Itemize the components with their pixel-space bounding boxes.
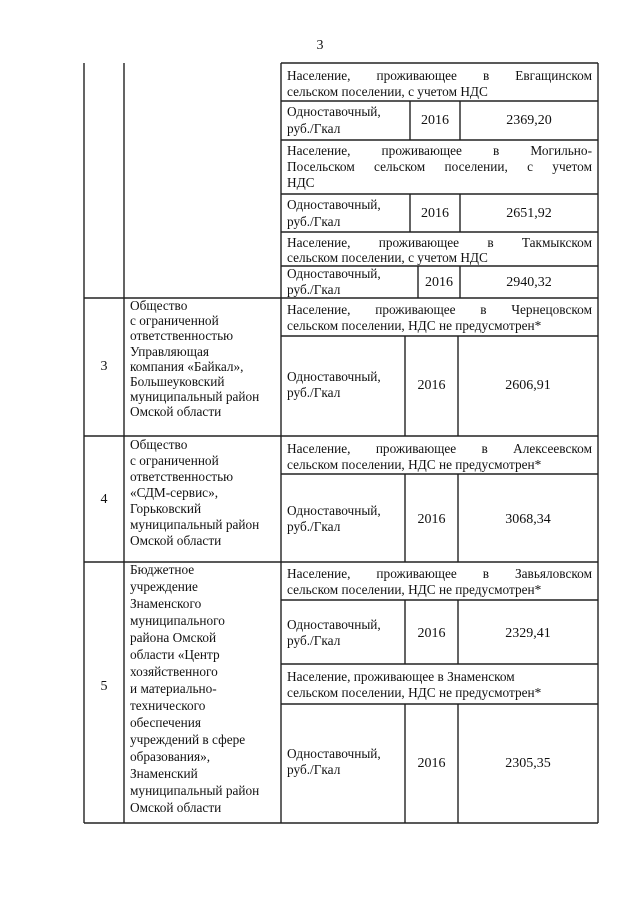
population-text: сельском поселении, НДС не предусмотрен* bbox=[287, 685, 542, 700]
tariff-type: Одноставочный, bbox=[287, 617, 381, 632]
population-text: Население, проживающее в Завьяловском bbox=[287, 566, 592, 581]
tariff-unit: руб./Гкал bbox=[287, 633, 341, 648]
population-text: Население, проживающее в Алексеевском bbox=[287, 441, 592, 456]
organization-line: ответственностью bbox=[130, 328, 234, 343]
tariff-year: 2016 bbox=[417, 626, 446, 641]
tariff-type: Одноставочный, bbox=[287, 266, 381, 281]
tariff-unit: руб./Гкал bbox=[287, 282, 341, 297]
population-text: Население, проживающее в Знаменском bbox=[287, 669, 515, 684]
tariff-type: Одноставочный, bbox=[287, 104, 381, 119]
organization-line: образования», bbox=[130, 749, 211, 764]
organization-line: района Омской bbox=[130, 630, 217, 645]
population-text: сельском поселении, НДС не предусмотрен* bbox=[287, 582, 542, 597]
tariff-unit: руб./Гкал bbox=[287, 385, 341, 400]
organization-line: «СДМ-сервис», bbox=[130, 485, 219, 500]
organization-line: компания «Байкал», bbox=[130, 359, 244, 374]
organization-line: муниципальный район bbox=[130, 389, 260, 404]
tariff-unit: руб./Гкал bbox=[287, 519, 341, 534]
organization-line: с ограниченной bbox=[130, 313, 219, 328]
organization-line: Горьковский bbox=[130, 501, 202, 516]
tariff-year: 2016 bbox=[425, 275, 453, 290]
population-text: Население, проживающее в Могильно- bbox=[287, 143, 592, 158]
organization-line: и материально- bbox=[130, 681, 217, 696]
population-text: Население, проживающее в Евгащинском bbox=[287, 68, 592, 83]
tariff-unit: руб./Гкал bbox=[287, 121, 341, 136]
population-text: сельском поселении, с учетом НДС bbox=[287, 84, 488, 99]
tariff-unit: руб./Гкал bbox=[287, 762, 341, 777]
tariff-value: 2940,32 bbox=[506, 275, 552, 290]
tariff-type: Одноставочный, bbox=[287, 369, 381, 384]
organization-line: Знаменский bbox=[130, 766, 198, 781]
tariff-type: Одноставочный, bbox=[287, 503, 381, 518]
tariff-unit: руб./Гкал bbox=[287, 214, 341, 229]
row-number: 3 bbox=[100, 359, 108, 374]
row-number: 5 bbox=[100, 679, 108, 694]
organization-line: Омской области bbox=[130, 404, 222, 419]
organization-line: технического bbox=[130, 698, 206, 713]
tariff-value: 2606,91 bbox=[505, 378, 551, 393]
population-text: Население, проживающее в Такмыкском bbox=[287, 235, 592, 250]
population-text: Население, проживающее в Чернецовском bbox=[287, 302, 592, 317]
organization-line: области «Центр bbox=[130, 647, 220, 662]
organization-line: учреждений в сфере bbox=[130, 732, 246, 747]
tariff-value: 2369,20 bbox=[506, 113, 552, 128]
tariff-value: 2329,41 bbox=[505, 626, 551, 641]
population-text: сельском поселении, НДС не предусмотрен* bbox=[287, 457, 542, 472]
tariff-year: 2016 bbox=[417, 512, 446, 527]
organization-line: муниципальный район bbox=[130, 783, 260, 798]
organization-line: Омской области bbox=[130, 800, 222, 815]
organization-line: Омской области bbox=[130, 533, 222, 548]
row-number: 4 bbox=[100, 492, 108, 507]
organization-line: Большеуковский bbox=[130, 374, 225, 389]
tariff-year: 2016 bbox=[421, 206, 449, 221]
tariff-year: 2016 bbox=[417, 756, 446, 771]
tariff-year: 2016 bbox=[417, 378, 446, 393]
organization-line: Знаменского bbox=[130, 596, 202, 611]
tariff-value: 3068,34 bbox=[505, 512, 551, 527]
population-text: сельском поселении, НДС не предусмотрен* bbox=[287, 318, 542, 333]
organization-line: обеспечения bbox=[130, 715, 201, 730]
population-text: сельском поселении, с учетом НДС bbox=[287, 250, 488, 265]
tariff-year: 2016 bbox=[421, 113, 449, 128]
organization-line: с ограниченной bbox=[130, 453, 219, 468]
organization-line: хозяйственного bbox=[130, 664, 218, 679]
page-number: 3 bbox=[316, 38, 324, 53]
organization-line: Управляющая bbox=[130, 344, 209, 359]
organization-line: муниципального bbox=[130, 613, 225, 628]
tariff-value: 2305,35 bbox=[505, 756, 551, 771]
population-text: НДС bbox=[287, 175, 315, 190]
tariff-type: Одноставочный, bbox=[287, 746, 381, 761]
organization-line: Общество bbox=[130, 298, 188, 313]
tariff-type: Одноставочный, bbox=[287, 197, 381, 212]
organization-line: учреждение bbox=[130, 579, 198, 594]
organization-line: муниципальный район bbox=[130, 517, 260, 532]
organization-line: Общество bbox=[130, 437, 188, 452]
organization-line: ответственностью bbox=[130, 469, 234, 484]
tariff-value: 2651,92 bbox=[506, 206, 552, 221]
population-text: Посельском сельском поселении, с учетом bbox=[287, 159, 592, 174]
organization-line: Бюджетное bbox=[130, 562, 195, 577]
